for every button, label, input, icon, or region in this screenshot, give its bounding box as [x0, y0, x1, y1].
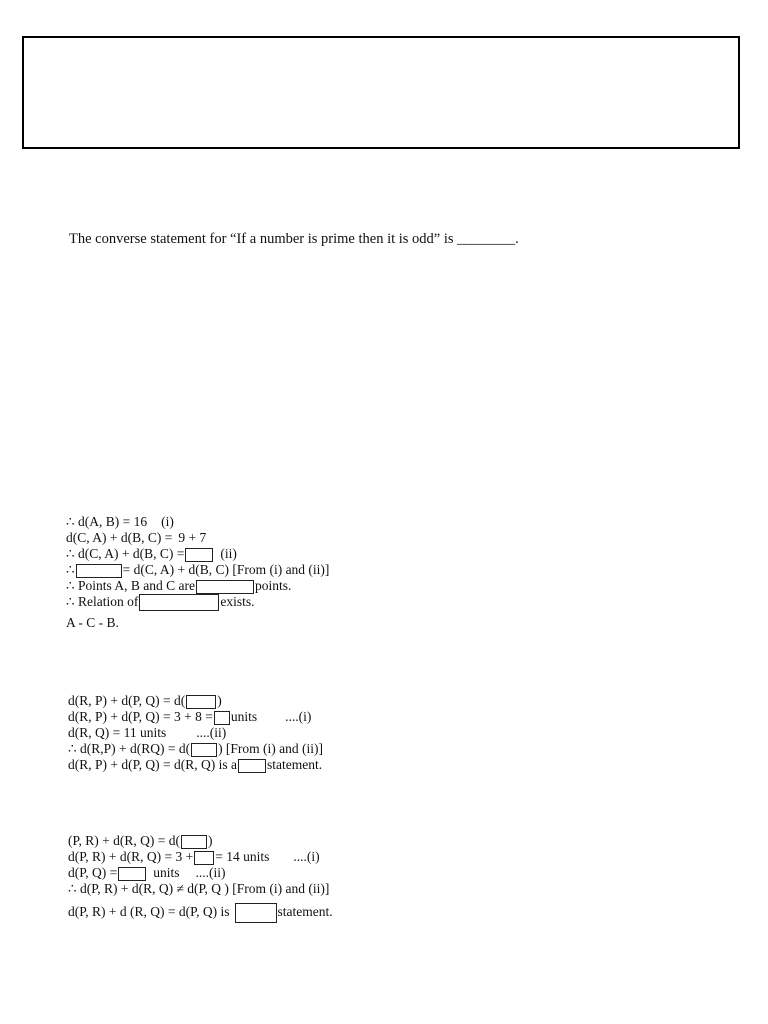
- text: d(R, Q) = 11 units: [68, 725, 167, 740]
- text: units: [230, 709, 258, 724]
- block-a-line-1: [66, 514, 174, 530]
- answer-blank[interactable]: [181, 835, 207, 849]
- text: ∴ d(A, B) = 16: [66, 514, 148, 529]
- text: ....(i): [285, 709, 312, 724]
- block-a-line-4: [66, 562, 329, 578]
- text: = d(C, A) + d(B, C) [From (i) and (ii)]: [122, 562, 330, 577]
- block-b-line-5: [68, 757, 322, 773]
- text: ....(ii): [195, 865, 226, 880]
- block-c-line-5: [68, 903, 333, 923]
- block-c-line-2: [68, 849, 320, 865]
- text: exists.: [220, 594, 255, 609]
- block-c-line-4: ∴ d(P, R) + d(R, Q) ≠ d(P, Q ) [From (i) and (ii)]: [68, 881, 330, 896]
- header-box: [22, 36, 740, 149]
- block-a-line-5: [66, 578, 291, 594]
- text: statement.: [266, 757, 323, 772]
- answer-blank[interactable]: [139, 594, 219, 611]
- block-b-line-3: [68, 725, 226, 741]
- text: ∴ Relation of: [66, 594, 139, 609]
- answer-blank[interactable]: [118, 867, 146, 881]
- block-a-line-2: [66, 530, 206, 546]
- text: (ii): [220, 546, 237, 561]
- block-b-line-2: [68, 709, 311, 725]
- text: 9 + 7: [178, 530, 207, 545]
- text: ∴ d(R,P) + d(RQ) = d(: [68, 741, 191, 756]
- text: ) [From (i) and (ii)]: [218, 741, 324, 756]
- text: d(P, R) + d(R, Q) = 3 +: [68, 849, 194, 864]
- question-text: The converse statement for “If a number is prime then it is odd” is ________.: [69, 231, 519, 247]
- text: points.: [254, 578, 292, 593]
- text: ∴: [66, 562, 75, 577]
- text: ....(ii): [196, 725, 227, 740]
- text: statement.: [277, 904, 333, 920]
- text: d(R, P) + d(P, Q) = d(R, Q) is a: [68, 757, 237, 772]
- answer-blank[interactable]: [214, 711, 230, 725]
- text: d(C, A) + d(B, C) =: [66, 530, 173, 545]
- answer-blank[interactable]: [191, 743, 217, 757]
- block-a-line-7: A - C - B.: [66, 615, 119, 630]
- text: d(R, P) + d(P, Q) = 3 + 8 =: [68, 709, 213, 724]
- text: ∴ d(C, A) + d(B, C) =: [66, 546, 185, 561]
- text: d(P, Q) =: [68, 865, 118, 880]
- text: ∴ Points A, B and C are: [66, 578, 195, 593]
- block-c-line-1: [68, 833, 212, 849]
- text: d(P, R) + d (R, Q) = d(P, Q) is: [68, 904, 230, 920]
- text: ): [217, 693, 222, 708]
- answer-blank[interactable]: [194, 851, 214, 865]
- block-c-line-3: [68, 865, 226, 881]
- block-a-line-6: [66, 594, 254, 611]
- answer-blank[interactable]: [185, 548, 213, 562]
- answer-blank[interactable]: [235, 903, 277, 923]
- text: = 14 units: [215, 849, 270, 864]
- answer-blank[interactable]: [238, 759, 266, 773]
- block-b-line-1: [68, 693, 222, 709]
- answer-blank[interactable]: [76, 564, 122, 578]
- text: (i): [161, 514, 174, 529]
- text: d(R, P) + d(P, Q) = d(: [68, 693, 186, 708]
- text: (P, R) + d(R, Q) = d(: [68, 833, 180, 848]
- answer-blank[interactable]: [196, 580, 254, 594]
- block-a-line-3: [66, 546, 237, 562]
- block-b-line-4: [68, 741, 323, 757]
- answer-blank[interactable]: [186, 695, 216, 709]
- text: units: [153, 865, 180, 880]
- text: ....(i): [293, 849, 320, 864]
- text: ): [207, 833, 213, 848]
